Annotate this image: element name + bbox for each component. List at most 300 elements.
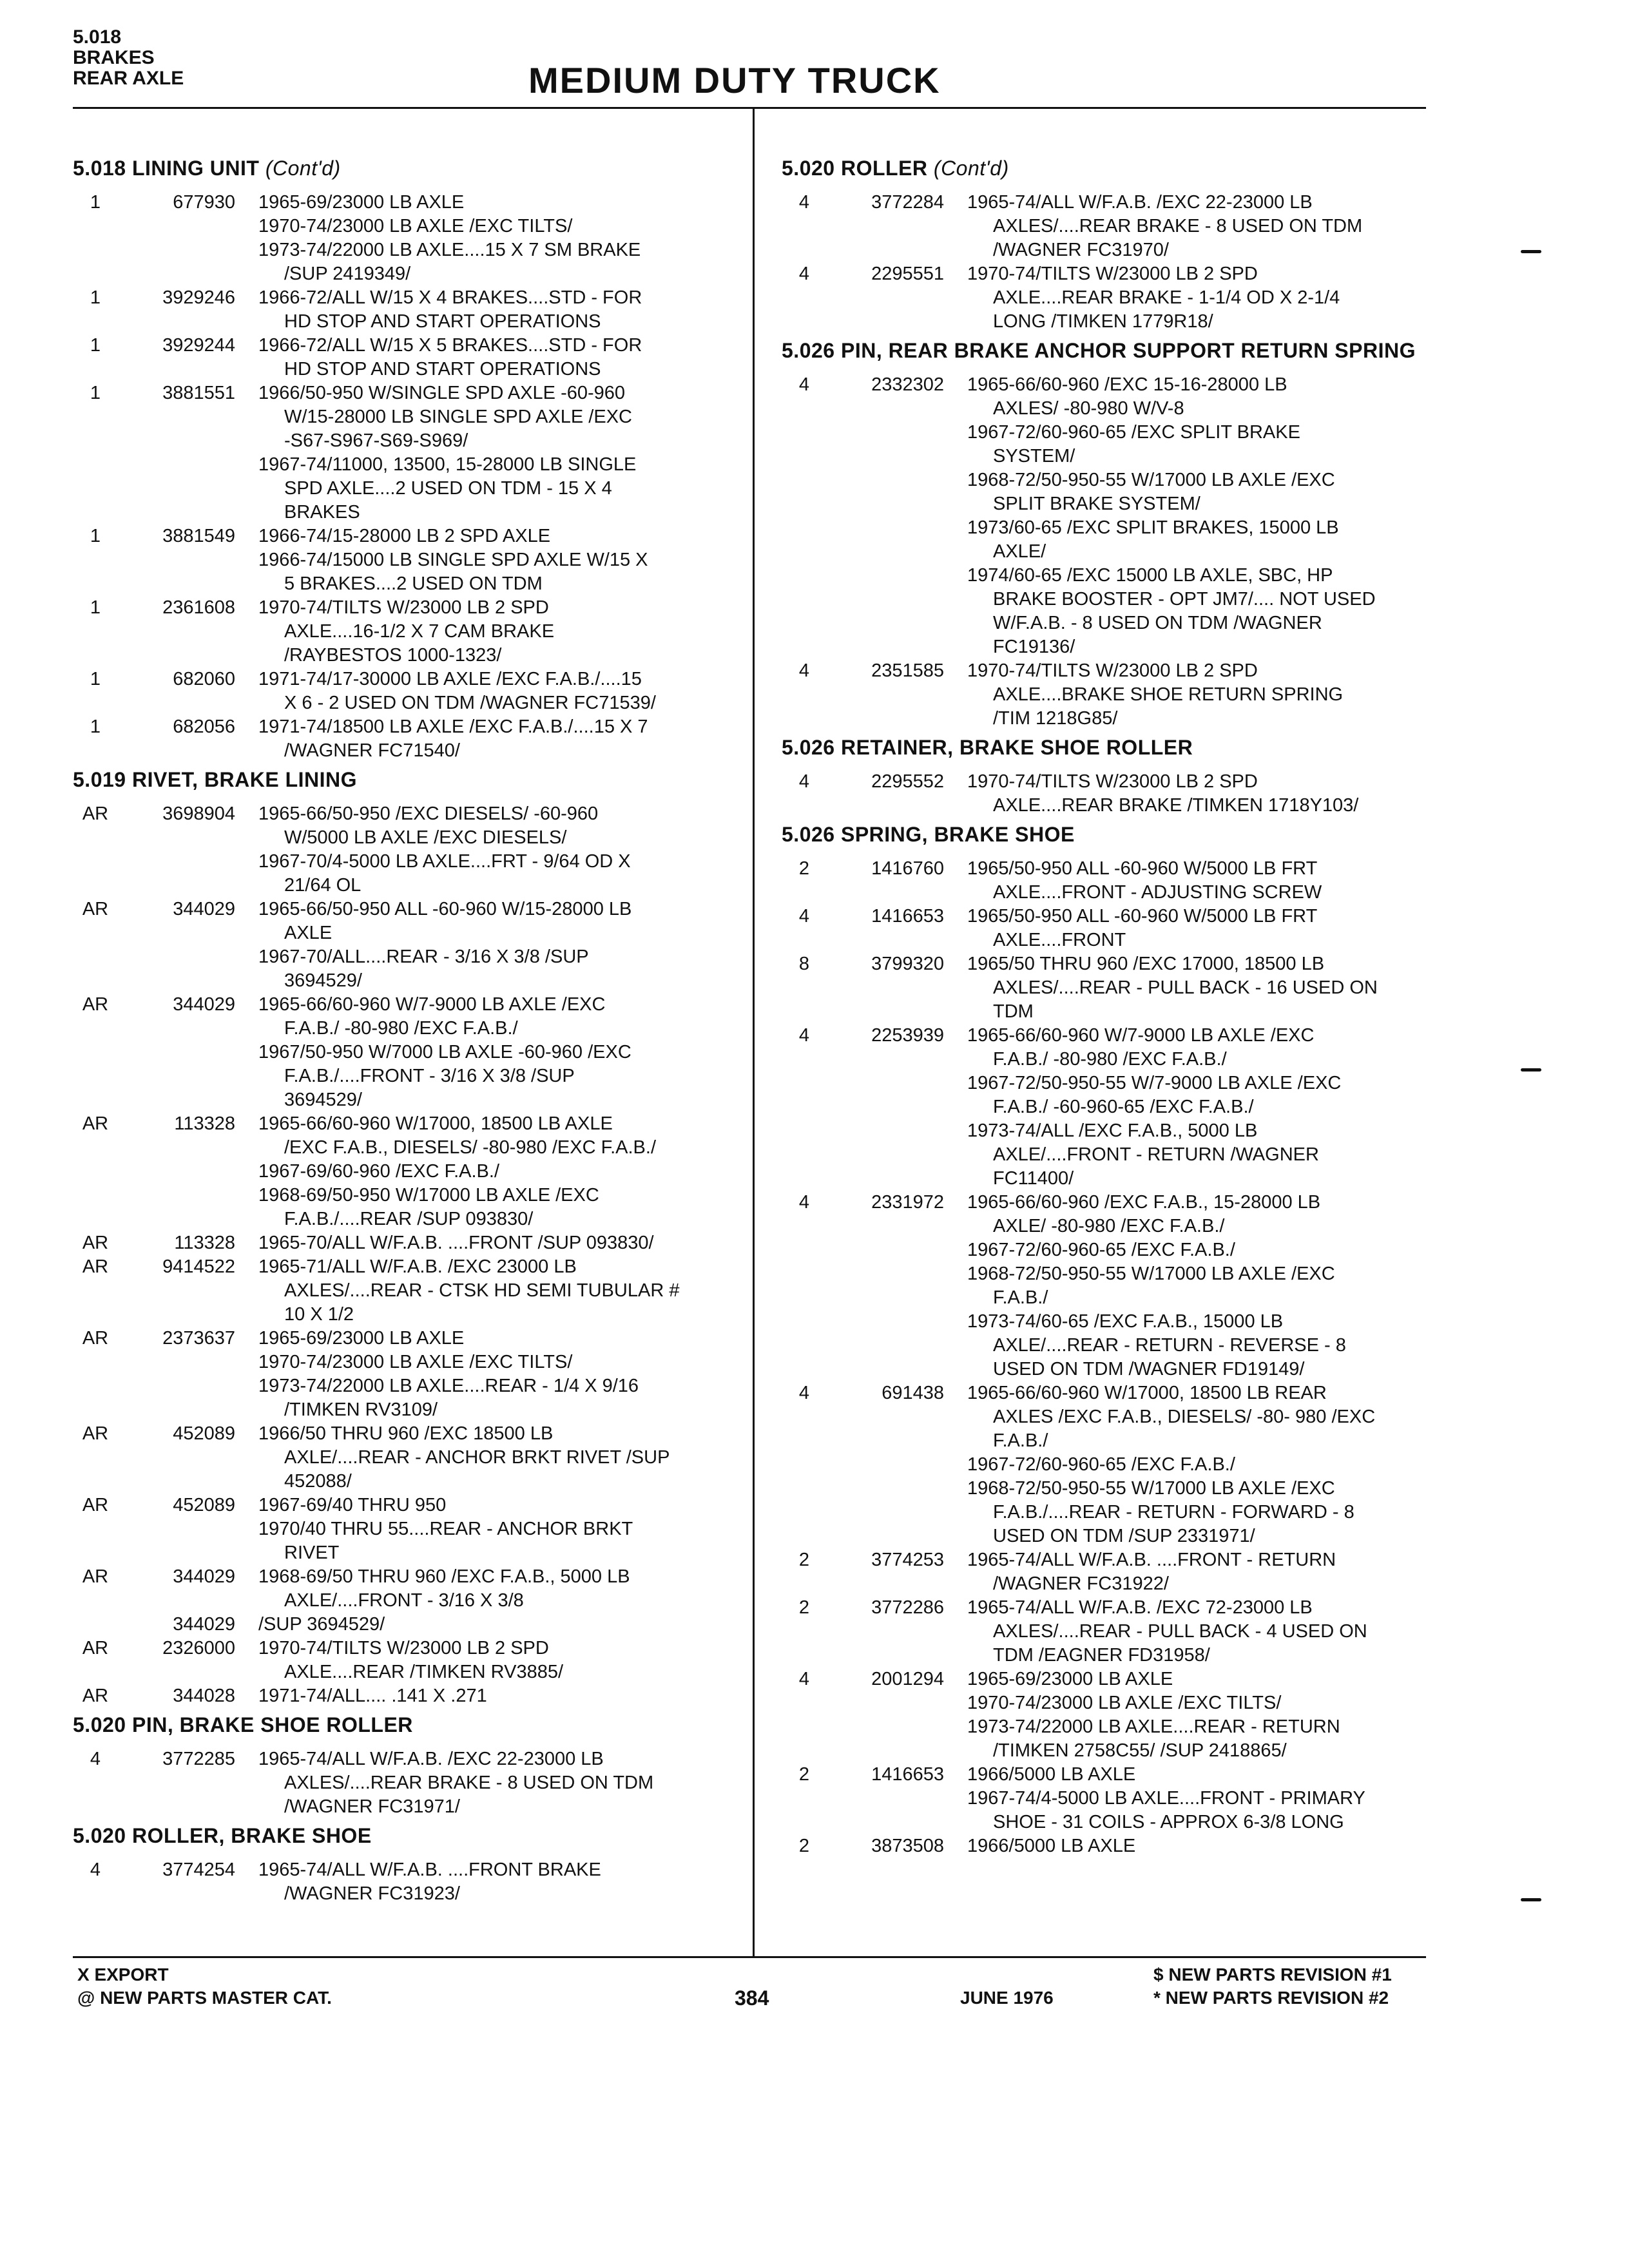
part-entry (73, 1112, 724, 1231)
description-line: /RAYBESTOS 1000-1323/ (284, 645, 502, 666)
header-rule (73, 107, 1426, 109)
print-date: JUNE 1976 (960, 1988, 1054, 2008)
part-number: 113328 (174, 1233, 235, 1253)
section-title: 5.026 RETAINER, BRAKE SHOE ROLLER (782, 736, 1193, 759)
description-line: AXLES /EXC F.A.B., DIESELS/ -80- 980 /EXC (993, 1407, 1376, 1427)
description-line: AXLE....REAR BRAKE - 1-1/4 OD X 2-1/4 (993, 287, 1340, 308)
part-description (258, 1255, 724, 1327)
description-line: 3694529/ (284, 1090, 362, 1110)
header-block (73, 27, 184, 89)
part-description (258, 1231, 724, 1255)
part-quantity: AR (82, 1233, 109, 1253)
part-entry (73, 1747, 724, 1819)
part-quantity: 4 (798, 771, 810, 792)
description-line: 1965-66/50-950 /EXC DIESELS/ -60-960 (258, 803, 599, 824)
description-line: AXLES/ -80-980 W/V-8 (993, 398, 1184, 419)
part-number: 344029 (173, 899, 235, 919)
description-line: 1970-74/TILTS W/23000 LB 2 SPD (258, 597, 549, 618)
description-line: HD STOP AND START OPERATIONS (284, 311, 601, 332)
description-line: FC11400/ (993, 1168, 1074, 1189)
part-quantity: AR (82, 1423, 109, 1444)
description-line: 1965-74/ALL W/F.A.B. /EXC 22-23000 LB (258, 1749, 604, 1769)
description-line: RIVET (284, 1542, 340, 1563)
description-line: 1970-74/TILTS W/23000 LB 2 SPD (967, 771, 1258, 792)
part-entry (73, 286, 724, 334)
description-line: 21/64 OL (284, 875, 361, 896)
description-line: 1966-74/15000 LB SINGLE SPD AXLE W/15 X (258, 550, 648, 570)
part-number: 2295551 (871, 264, 944, 284)
part-quantity: 4 (798, 192, 810, 213)
description-line: SPLIT BRAKE SYSTEM/ (993, 494, 1200, 514)
part-entry (73, 1494, 724, 1565)
description-line: 1970-74/23000 LB AXLE /EXC TILTS/ (967, 1693, 1282, 1713)
description-line: 1967-70/4-5000 LB AXLE....FRT - 9/64 OD X (258, 851, 631, 872)
section-title: 5.020 ROLLER, BRAKE SHOE (73, 1824, 372, 1847)
description-line: AXLES/....REAR - PULL BACK - 16 USED ON (993, 977, 1378, 998)
part-number: 344028 (173, 1686, 235, 1706)
part-quantity: 2 (798, 1550, 810, 1570)
part-quantity: AR (82, 1113, 109, 1134)
description-line: 1965/50-950 ALL -60-960 W/5000 LB FRT (967, 858, 1318, 879)
part-description (258, 668, 724, 715)
part-description (258, 1858, 724, 1906)
revision-2-legend: * NEW PARTS REVISION #2 (1153, 1988, 1389, 2008)
part-description (258, 1613, 724, 1637)
part-quantity: 4 (798, 264, 810, 284)
description-line: 1966-72/ALL W/15 X 4 BRAKES....STD - FOR (258, 287, 642, 308)
header-subcategory: REAR AXLE (73, 68, 184, 89)
part-quantity: AR (82, 803, 109, 824)
part-quantity: 1 (90, 597, 101, 618)
description-line: 1966-74/15-28000 LB 2 SPD AXLE (258, 526, 551, 546)
margin-mark (1521, 1898, 1541, 1901)
description-line: 1973/60-65 /EXC SPLIT BRAKES, 15000 LB (967, 517, 1339, 538)
part-number: 3774253 (871, 1550, 944, 1570)
description-line: 1965-70/ALL W/F.A.B. ....FRONT /SUP 093830/ (258, 1233, 654, 1253)
part-description (258, 596, 724, 668)
part-number: 2361608 (162, 597, 235, 618)
part-quantity: AR (82, 994, 109, 1015)
description-line: 1966/5000 LB AXLE (967, 1764, 1136, 1785)
description-line: BRAKES (284, 502, 360, 523)
description-line: AXLE/....REAR - RETURN - REVERSE - 8 (993, 1335, 1346, 1356)
section-title: 5.020 ROLLER (782, 157, 928, 180)
part-number: 1416653 (871, 1764, 944, 1785)
part-number: 2295552 (871, 771, 944, 792)
part-description (258, 1684, 724, 1708)
part-description (258, 715, 724, 763)
part-number: 344029 (173, 994, 235, 1015)
description-line: F.A.B./ (993, 1430, 1048, 1451)
description-line: 1967-72/50-950-55 W/7-9000 LB AXLE /EXC (967, 1073, 1342, 1093)
part-quantity: AR (82, 1495, 109, 1515)
description-line: F.A.B./....REAR - RETURN - FORWARD - 8 (993, 1502, 1354, 1523)
part-entry (73, 668, 724, 715)
description-line: 1967-72/60-960-65 /EXC SPLIT BRAKE (967, 422, 1300, 443)
description-line: 1968-69/50 THRU 960 /EXC F.A.B., 5000 LB (258, 1566, 630, 1587)
section-title: 5.026 SPRING, BRAKE SHOE (782, 823, 1075, 846)
part-entry (73, 1231, 724, 1255)
description-line: 5 BRAKES....2 USED ON TDM (284, 573, 543, 594)
description-line: SPD AXLE....2 USED ON TDM - 15 X 4 (284, 478, 612, 499)
part-quantity: 2 (798, 858, 810, 879)
description-line: AXLE/....FRONT - 3/16 X 3/8 (284, 1590, 524, 1611)
description-line: F.A.B./....REAR /SUP 093830/ (284, 1209, 534, 1229)
part-entry (782, 770, 1432, 818)
section-continued-label: (Cont'd) (265, 157, 341, 180)
description-line: 1965-66/50-950 ALL -60-960 W/15-28000 LB (258, 899, 632, 919)
part-description (258, 1637, 724, 1684)
description-line: 1971-74/ALL.... .141 X .271 (258, 1686, 487, 1706)
part-number: 677930 (173, 192, 235, 213)
part-quantity: 1 (90, 192, 101, 213)
part-entry (782, 1667, 1432, 1763)
part-quantity: AR (82, 1328, 109, 1349)
left-column (73, 151, 724, 1906)
description-line: 1967-69/60-960 /EXC F.A.B./ (258, 1161, 499, 1182)
part-entry (782, 1596, 1432, 1667)
description-line: /EXC F.A.B., DIESELS/ -80-980 /EXC F.A.B./ (284, 1137, 656, 1158)
section-title: 5.019 RIVET, BRAKE LINING (73, 768, 358, 791)
description-line: AXLE....FRONT (993, 930, 1126, 950)
description-line: TDM (993, 1001, 1034, 1022)
description-line: AXLES/....REAR BRAKE - 8 USED ON TDM (284, 1773, 654, 1793)
legend-master: @ NEW PARTS MASTER CAT. (77, 1988, 332, 2008)
description-line: LONG /TIMKEN 1779R18/ (993, 311, 1213, 332)
description-line: 1966/50 THRU 960 /EXC 18500 LB (258, 1423, 554, 1444)
description-line: 1974/60-65 /EXC 15000 LB AXLE, SBC, HP (967, 565, 1333, 586)
part-number: 3929246 (162, 287, 235, 308)
part-number: 452089 (173, 1495, 235, 1515)
part-entry (73, 898, 724, 993)
part-number: 3698904 (162, 803, 235, 824)
part-description (258, 191, 724, 286)
part-quantity: 2 (798, 1597, 810, 1618)
description-line: 1970-74/23000 LB AXLE /EXC TILTS/ (258, 1352, 573, 1372)
part-description (967, 373, 1432, 659)
part-entry (782, 857, 1432, 905)
part-number: 2351585 (871, 660, 944, 681)
legend-export: X EXPORT (77, 1965, 169, 1984)
description-line: 1973-74/ALL /EXC F.A.B., 5000 LB (967, 1120, 1258, 1141)
section-heading (782, 823, 1432, 847)
part-entry (73, 334, 724, 381)
description-line: 1971-74/18500 LB AXLE /EXC F.A.B./....15 X 7 (258, 716, 648, 737)
description-line: 3694529/ (284, 970, 362, 991)
description-line: /WAGNER FC31922/ (993, 1573, 1169, 1594)
description-line: 1965-69/23000 LB AXLE (967, 1669, 1173, 1689)
part-description (967, 1667, 1432, 1763)
part-number: 344029 (173, 1614, 235, 1635)
part-quantity: 1 (90, 669, 101, 689)
part-entry (73, 1637, 724, 1684)
section-heading (73, 1713, 724, 1737)
description-line: 1973-74/60-65 /EXC F.A.B., 15000 LB (967, 1311, 1284, 1332)
part-number: 3774254 (162, 1860, 235, 1880)
part-quantity: AR (82, 1638, 109, 1658)
part-number: 2331972 (871, 1192, 944, 1213)
description-line: 1967/50-950 W/7000 LB AXLE -60-960 /EXC (258, 1042, 631, 1062)
description-line: SYSTEM/ (993, 446, 1075, 466)
description-line: 1973-74/22000 LB AXLE....REAR - 1/4 X 9/16 (258, 1376, 639, 1396)
part-number: 682056 (173, 716, 235, 737)
part-description (967, 191, 1432, 262)
description-line: /TIMKEN 2758C55/ /SUP 2418865/ (993, 1740, 1287, 1761)
section-title: 5.026 PIN, REAR BRAKE ANCHOR SUPPORT RETURN SPRING (782, 339, 1416, 362)
part-number: 113328 (174, 1113, 235, 1134)
part-entry (73, 802, 724, 898)
description-line: /WAGNER FC31970/ (993, 240, 1169, 260)
part-quantity: 2 (798, 1836, 810, 1856)
margin-mark (1521, 1068, 1541, 1072)
section-heading (782, 736, 1432, 760)
part-description (967, 1763, 1432, 1834)
part-description (967, 905, 1432, 952)
part-quantity: 8 (798, 954, 810, 974)
part-entry (73, 524, 724, 596)
description-line: 1967-72/60-960-65 /EXC F.A.B./ (967, 1454, 1235, 1475)
part-description (967, 1548, 1432, 1596)
description-line: AXLE/....REAR - ANCHOR BRKT RIVET /SUP (284, 1447, 670, 1468)
part-quantity: 4 (90, 1860, 101, 1880)
part-number: 691438 (882, 1383, 944, 1403)
part-number: 344029 (173, 1566, 235, 1587)
part-entry (73, 715, 724, 763)
description-line: 1970-74/TILTS W/23000 LB 2 SPD (967, 660, 1258, 681)
part-entry (73, 1565, 724, 1613)
description-line: 1970-74/23000 LB AXLE /EXC TILTS/ (258, 216, 573, 236)
part-entry (782, 1763, 1432, 1834)
description-line: /TIM 1218G85/ (993, 708, 1118, 729)
part-number: 3799320 (871, 954, 944, 974)
description-line: 1968-72/50-950-55 W/17000 LB AXLE /EXC (967, 1264, 1335, 1284)
part-number: 2326000 (162, 1638, 235, 1658)
description-line: /WAGNER FC71540/ (284, 740, 460, 761)
part-description (258, 1112, 724, 1231)
description-line: 1967-72/60-960-65 /EXC F.A.B./ (967, 1240, 1235, 1260)
description-line: 1966/5000 LB AXLE (967, 1836, 1136, 1856)
part-entry (782, 373, 1432, 659)
description-line: 1968-69/50-950 W/17000 LB AXLE /EXC (258, 1185, 599, 1206)
description-line: 1971-74/17-30000 LB AXLE /EXC F.A.B./....15 (258, 669, 642, 689)
part-quantity: 4 (798, 374, 810, 395)
description-line: 1965-66/60-960 W/17000, 18500 LB AXLE (258, 1113, 613, 1134)
part-entry (782, 659, 1432, 731)
description-line: 1973-74/22000 LB AXLE....REAR - RETURN (967, 1716, 1340, 1737)
description-line: 1967-74/11000, 13500, 15-28000 LB SINGLE (258, 454, 637, 475)
part-quantity: 4 (90, 1749, 101, 1769)
page-number: 384 (735, 1986, 769, 2010)
description-line: 1965-66/60-960 /EXC F.A.B., 15-28000 LB (967, 1192, 1321, 1213)
description-line: AXLES/....REAR - CTSK HD SEMI TUBULAR # (284, 1280, 680, 1301)
description-line: 1973-74/22000 LB AXLE....15 X 7 SM BRAKE (258, 240, 641, 260)
description-line: AXLES/....REAR BRAKE - 8 USED ON TDM (993, 216, 1363, 236)
part-description (967, 1024, 1432, 1191)
description-line: 1970/40 THRU 55....REAR - ANCHOR BRKT (258, 1519, 633, 1539)
description-line: BRAKE BOOSTER - OPT JM7/.... NOT USED (993, 589, 1376, 610)
page-title: MEDIUM DUTY TRUCK (528, 60, 941, 101)
description-line: F.A.B./ -80-980 /EXC F.A.B./ (284, 1018, 518, 1039)
part-entry (73, 1422, 724, 1494)
description-line: 1970-74/TILTS W/23000 LB 2 SPD (967, 264, 1258, 284)
part-entry (73, 993, 724, 1112)
part-quantity: AR (82, 1686, 109, 1706)
part-quantity (73, 1613, 118, 1637)
part-entry (73, 596, 724, 668)
description-line: FC19136/ (993, 637, 1075, 657)
part-quantity: 1 (90, 716, 101, 737)
part-number: 1416760 (871, 858, 944, 879)
description-line: 1965-66/60-960 /EXC 15-16-28000 LB (967, 374, 1287, 395)
description-line: 1965-69/23000 LB AXLE (258, 192, 465, 213)
part-description (258, 381, 724, 524)
section-heading (782, 339, 1432, 363)
part-description (258, 524, 724, 596)
part-description (258, 1565, 724, 1613)
description-line: 1965-74/ALL W/F.A.B. ....FRONT - RETURN (967, 1550, 1336, 1570)
part-number: 3772285 (162, 1749, 235, 1769)
description-line: 1965-66/60-960 W/7-9000 LB AXLE /EXC (967, 1025, 1315, 1046)
part-number: 2373637 (162, 1328, 235, 1349)
description-line: /SUP 2419349/ (284, 264, 411, 284)
description-line: AXLE/ (993, 541, 1046, 562)
description-line: 1968-72/50-950-55 W/17000 LB AXLE /EXC (967, 1478, 1335, 1499)
part-entry (73, 1684, 724, 1708)
part-description (258, 1747, 724, 1819)
header-section-number: 5.018 (73, 26, 122, 48)
part-description (967, 1596, 1432, 1667)
description-line: W/15-28000 LB SINGLE SPD AXLE /EXC (284, 407, 632, 427)
part-entry (73, 381, 724, 524)
section-heading (73, 1824, 724, 1848)
column-divider (753, 108, 755, 1957)
part-quantity: 4 (798, 906, 810, 927)
part-quantity: 2 (798, 1764, 810, 1785)
description-line: 1966/50-950 W/SINGLE SPD AXLE -60-960 (258, 383, 626, 403)
part-description (258, 1327, 724, 1422)
description-line: 1966-72/ALL W/15 X 5 BRAKES....STD - FOR (258, 335, 642, 356)
description-line: 1968-72/50-950-55 W/17000 LB AXLE /EXC (967, 470, 1335, 490)
part-number: 2253939 (871, 1025, 944, 1046)
description-line: W/F.A.B. - 8 USED ON TDM /WAGNER (993, 613, 1322, 633)
description-line: 10 X 1/2 (284, 1304, 354, 1325)
part-quantity: AR (82, 1256, 109, 1277)
part-entry (782, 1191, 1432, 1381)
part-entry (782, 262, 1432, 334)
part-entry (782, 905, 1432, 952)
part-quantity: AR (82, 1566, 109, 1587)
margin-mark (1521, 250, 1541, 253)
header-category: BRAKES (73, 47, 155, 68)
part-entry (782, 191, 1432, 262)
description-line: 1965-74/ALL W/F.A.B. ....FRONT BRAKE (258, 1860, 601, 1880)
part-quantity: 1 (90, 383, 101, 403)
part-number: 1416653 (871, 906, 944, 927)
part-entry (782, 1024, 1432, 1191)
description-line: AXLE/....FRONT - RETURN /WAGNER (993, 1144, 1319, 1165)
part-quantity: 1 (90, 287, 101, 308)
part-quantity: AR (82, 899, 109, 919)
description-line: 1970-74/TILTS W/23000 LB 2 SPD (258, 1638, 549, 1658)
part-description (258, 1494, 724, 1565)
part-quantity: 4 (798, 1383, 810, 1403)
description-line: AXLE....FRONT - ADJUSTING SCREW (993, 882, 1322, 903)
part-entry (782, 1381, 1432, 1548)
description-line: 1965-66/60-960 W/7-9000 LB AXLE /EXC (258, 994, 606, 1015)
part-description (967, 1381, 1432, 1548)
right-column (782, 151, 1432, 1858)
description-line: USED ON TDM /WAGNER FD19149/ (993, 1359, 1305, 1379)
part-quantity: 4 (798, 1025, 810, 1046)
part-description (258, 802, 724, 898)
description-line: /WAGNER FC31971/ (284, 1796, 460, 1817)
description-line: -S67-S967-S69-S969/ (284, 430, 468, 451)
part-entry (73, 191, 724, 286)
part-quantity: 1 (90, 526, 101, 546)
part-number: 452089 (173, 1423, 235, 1444)
description-line: /TIMKEN RV3109/ (284, 1399, 438, 1420)
description-line: 1965-74/ALL W/F.A.B. /EXC 72-23000 LB (967, 1597, 1313, 1618)
section-heading (73, 157, 724, 180)
part-description (967, 770, 1432, 818)
part-description (967, 262, 1432, 334)
part-number: 3873508 (871, 1836, 944, 1856)
description-line: 1965/50-950 ALL -60-960 W/5000 LB FRT (967, 906, 1318, 927)
description-line: F.A.B./....FRONT - 3/16 X 3/8 /SUP (284, 1066, 575, 1086)
part-entry (782, 1548, 1432, 1596)
section-continued-label: (Cont'd) (933, 157, 1009, 180)
description-line: HD STOP AND START OPERATIONS (284, 359, 601, 380)
description-line: 1965-71/ALL W/F.A.B. /EXC 23000 LB (258, 1256, 577, 1277)
description-line: AXLE....REAR /TIMKEN RV3885/ (284, 1662, 564, 1682)
section-heading (782, 157, 1432, 180)
part-quantity: 4 (798, 660, 810, 681)
section-title: 5.020 PIN, BRAKE SHOE ROLLER (73, 1713, 413, 1736)
description-line: 452088/ (284, 1471, 352, 1492)
part-number: 2332302 (871, 374, 944, 395)
description-line: F.A.B./ -60-960-65 /EXC F.A.B./ (993, 1097, 1254, 1117)
part-description (967, 857, 1432, 905)
part-entry (782, 952, 1432, 1024)
description-line: 1967-74/4-5000 LB AXLE....FRONT - PRIMARY (967, 1788, 1365, 1809)
description-line: AXLE....16-1/2 X 7 CAM BRAKE (284, 621, 555, 642)
part-description (967, 1834, 1432, 1858)
part-number: 3881551 (162, 383, 235, 403)
description-line: /SUP 3694529/ (258, 1614, 385, 1635)
part-description (258, 334, 724, 381)
part-number: 9414522 (162, 1256, 235, 1277)
part-description (967, 1191, 1432, 1381)
description-line: SHOE - 31 COILS - APPROX 6-3/8 LONG (993, 1812, 1344, 1832)
description-line: 1967-69/40 THRU 950 (258, 1495, 447, 1515)
part-description (967, 659, 1432, 731)
description-line: X 6 - 2 USED ON TDM /WAGNER FC71539/ (284, 693, 656, 713)
part-entry (782, 1834, 1432, 1858)
description-line: AXLE....BRAKE SHOE RETURN SPRING (993, 684, 1344, 705)
section-heading (73, 768, 724, 792)
revision-1-legend: $ NEW PARTS REVISION #1 (1153, 1965, 1392, 1984)
section-title: 5.018 LINING UNIT (73, 157, 260, 180)
footer-rule (73, 1956, 1426, 1958)
description-line: USED ON TDM /SUP 2331971/ (993, 1526, 1255, 1546)
description-line: 1965/50 THRU 960 /EXC 17000, 18500 LB (967, 954, 1325, 974)
part-description (258, 898, 724, 993)
part-description (258, 286, 724, 334)
part-entry (73, 1255, 724, 1327)
description-line: AXLE (284, 923, 333, 943)
part-number: 3881549 (162, 526, 235, 546)
description-line: AXLE/ -80-980 /EXC F.A.B./ (993, 1216, 1225, 1236)
